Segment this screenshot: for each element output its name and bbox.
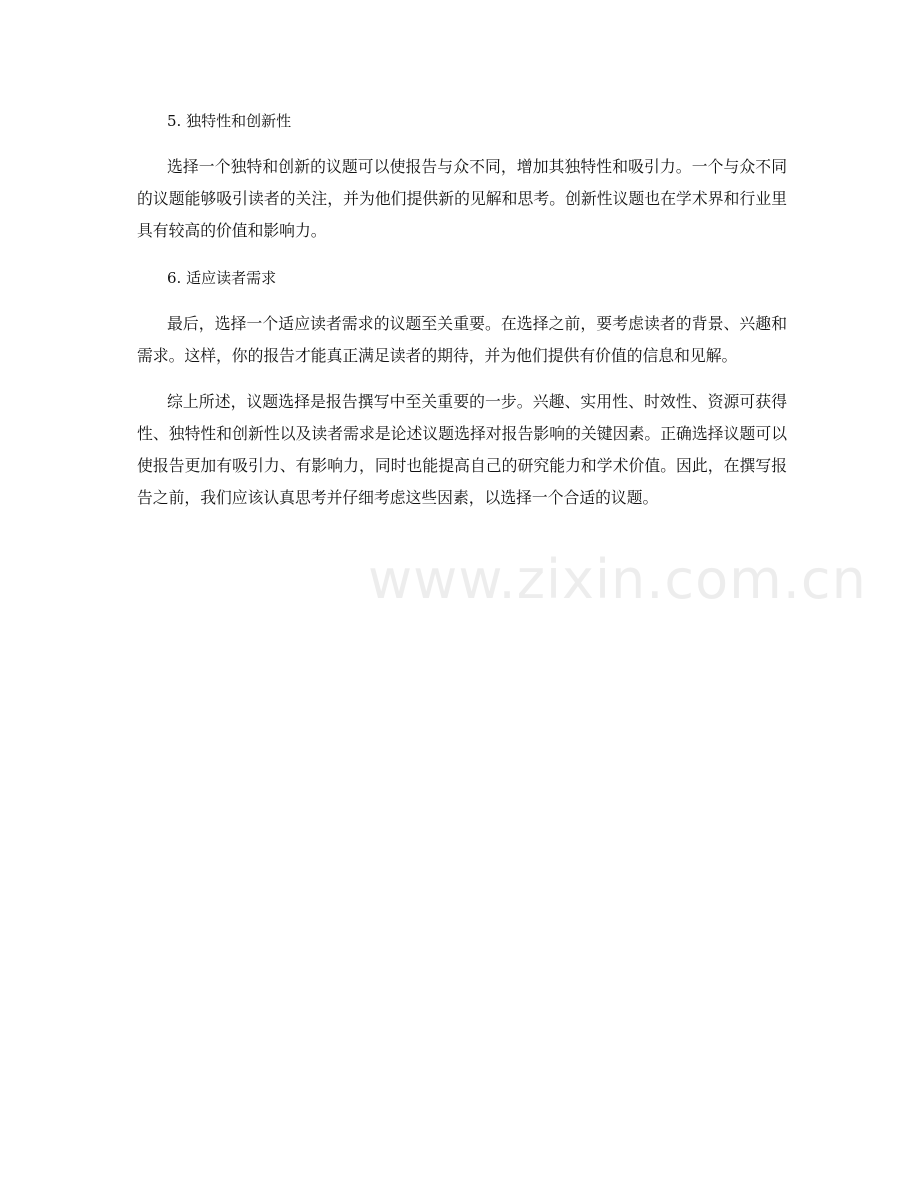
document-body (137, 104, 787, 514)
section-6-paragraph: 最后，选择一个适应读者需求的议题至关重要。在选择之前，要考虑读者的背景、兴趣和需求。这样，你的报告才能真正满足读者的期待，并为他们提供有价值的信息和见解。 (137, 314, 787, 365)
spacer (137, 138, 787, 151)
section-5-heading: 5. 独特性和创新性 (167, 112, 292, 130)
conclusion-paragraph: 综上所述，议题选择是报告撰写中至关重要的一步。兴趣、实用性、时效性、资源可获得性、独特性和创新性以及读者需求是论述议题选择对报告影响的关键因素。正确选择议题可以使报告更加有吸引力、有影响力，同时也能提高自己的研究能力和学术价值。因此，在撰写报告之前，我们应该认真思考并仔细考虑这些因素，以选择一个合适的议题。 (137, 392, 787, 507)
spacer (137, 372, 787, 386)
watermark: www.zixin.com.cn (368, 548, 867, 611)
section-6-heading: 6. 适应读者需求 (167, 269, 277, 287)
section-5-paragraph: 选择一个独特和创新的议题可以使报告与众不同，增加其独特性和吸引力。一个与众不同的议题能够吸引读者的关注，并为他们提供新的见解和思考。创新性议题也在学术界和行业里具有较高的价值和影响力。 (137, 157, 787, 240)
spacer (137, 247, 787, 261)
spacer (137, 295, 787, 308)
